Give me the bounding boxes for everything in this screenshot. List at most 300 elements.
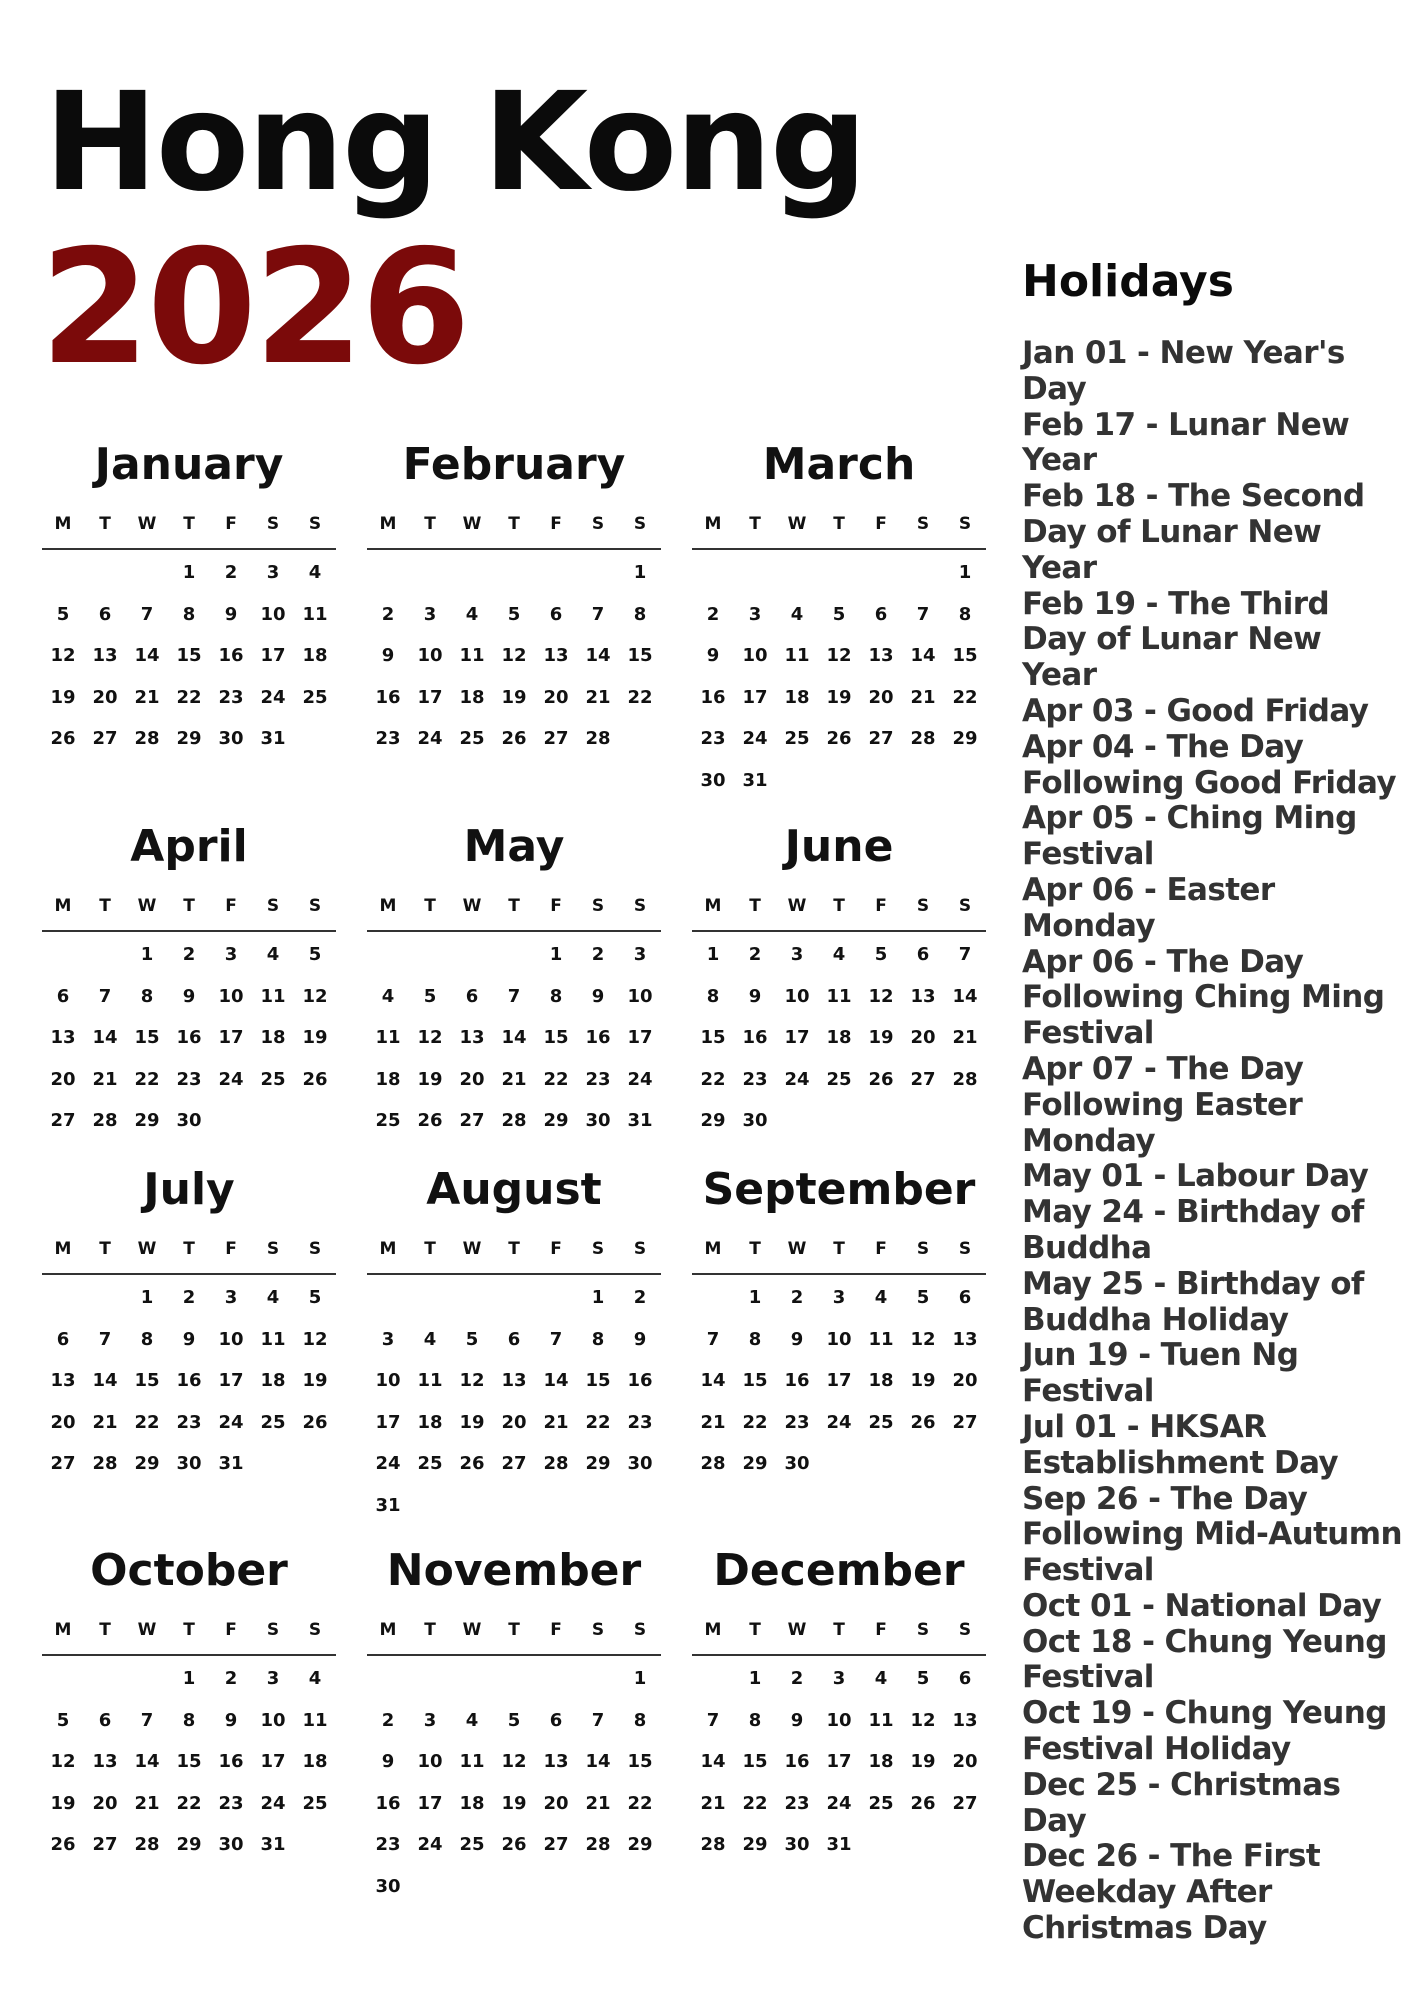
day-cell: 15 bbox=[700, 1027, 726, 1048]
day-cell: 1 bbox=[182, 562, 196, 583]
day-cell: 20 bbox=[952, 1751, 978, 1772]
weekday-label: M bbox=[704, 514, 722, 534]
weekday-label: W bbox=[787, 1239, 807, 1259]
day-cell: 2 bbox=[182, 944, 196, 965]
day-cell: 7 bbox=[140, 1709, 154, 1731]
day-cell: 5 bbox=[507, 603, 521, 625]
day-cell: 23 bbox=[218, 686, 244, 708]
empty-day-cell bbox=[42, 934, 84, 976]
empty-day-cell bbox=[367, 552, 409, 594]
weekday-label: S bbox=[266, 896, 280, 916]
day-cell: 4 bbox=[308, 1668, 322, 1689]
day-cell: 28 bbox=[92, 1110, 118, 1131]
day-cell: 6 bbox=[958, 1287, 972, 1308]
day-cell: 18 bbox=[375, 1068, 401, 1090]
holiday-item: Oct 19 - Chung Yeung Festival Holiday bbox=[1022, 1695, 1387, 1768]
day-cell: 22 bbox=[700, 1068, 726, 1090]
weekday-label: M bbox=[54, 1620, 72, 1640]
empty-day-cell bbox=[451, 934, 493, 976]
weekday-label: F bbox=[875, 896, 887, 916]
day-cell: 22 bbox=[742, 1411, 768, 1433]
day-cell: 26 bbox=[50, 1834, 76, 1855]
day-cell: 28 bbox=[501, 1110, 527, 1131]
day-cell: 25 bbox=[417, 1453, 443, 1474]
day-cell: 8 bbox=[748, 1328, 762, 1350]
day-cell: 29 bbox=[627, 1834, 653, 1855]
day-cell: 7 bbox=[140, 603, 154, 625]
weekday-label: T bbox=[833, 1620, 845, 1640]
day-cell: 13 bbox=[50, 1370, 76, 1391]
day-cell: 19 bbox=[417, 1068, 443, 1090]
weekday-label: T bbox=[749, 514, 761, 534]
day-cell: 1 bbox=[633, 562, 647, 583]
weekday-label: W bbox=[462, 1620, 482, 1640]
day-cell: 11 bbox=[459, 645, 485, 666]
day-cell: 6 bbox=[507, 1328, 521, 1350]
holiday-item: Apr 06 - The Day Following Ching Ming Festival bbox=[1022, 943, 1385, 1052]
holiday-item: Feb 19 - The Third Day of Lunar New Year bbox=[1022, 585, 1330, 694]
day-cell: 17 bbox=[826, 1751, 852, 1772]
day-cell: 12 bbox=[302, 1328, 328, 1350]
day-cell: 31 bbox=[375, 1494, 401, 1516]
day-cell: 10 bbox=[784, 985, 810, 1007]
holiday-list bbox=[1022, 336, 1402, 1947]
day-cell: 3 bbox=[633, 944, 647, 965]
day-cell: 4 bbox=[266, 1287, 280, 1308]
day-cell: 11 bbox=[826, 985, 852, 1007]
day-cell: 14 bbox=[700, 1751, 726, 1772]
day-cell: 5 bbox=[832, 603, 846, 625]
day-cell: 18 bbox=[417, 1411, 443, 1433]
day-cell: 18 bbox=[868, 1370, 894, 1391]
weekday-label: T bbox=[99, 514, 111, 534]
day-cell: 7 bbox=[591, 1709, 605, 1731]
day-cell: 8 bbox=[182, 603, 196, 625]
day-cell: 31 bbox=[260, 728, 286, 749]
day-cell: 27 bbox=[50, 1453, 76, 1474]
day-cell: 9 bbox=[633, 1328, 647, 1350]
day-cell: 24 bbox=[627, 1068, 653, 1090]
day-cell: 29 bbox=[952, 728, 978, 749]
day-cell: 29 bbox=[176, 728, 202, 749]
weekday-label: S bbox=[308, 896, 322, 916]
day-cell: 16 bbox=[375, 1792, 401, 1814]
day-cell: 20 bbox=[910, 1027, 936, 1048]
weekday-label: T bbox=[424, 1620, 436, 1640]
day-cell: 6 bbox=[549, 603, 563, 625]
weekday-label: T bbox=[749, 1620, 761, 1640]
day-cell: 4 bbox=[832, 944, 846, 965]
day-cell: 26 bbox=[302, 1411, 328, 1433]
day-cell: 9 bbox=[381, 645, 395, 666]
day-cell: 24 bbox=[218, 1068, 244, 1090]
day-cell: 24 bbox=[417, 1834, 443, 1855]
day-cell: 18 bbox=[302, 1751, 328, 1772]
empty-day-cell bbox=[493, 934, 535, 976]
holiday-item: Apr 04 - The Day Following Good Friday bbox=[1022, 728, 1396, 801]
month-name: August bbox=[426, 1164, 602, 1215]
holiday-item: Oct 01 - National Day bbox=[1022, 1587, 1382, 1624]
month-calendar-july bbox=[42, 1155, 336, 1485]
month-name: October bbox=[90, 1545, 288, 1596]
day-cell: 22 bbox=[176, 686, 202, 708]
day-cell: 12 bbox=[868, 985, 894, 1007]
empty-day-cell bbox=[818, 552, 860, 594]
day-cell: 26 bbox=[910, 1411, 936, 1433]
empty-day-cell bbox=[493, 552, 535, 594]
empty-day-cell bbox=[577, 1658, 619, 1700]
day-cell: 11 bbox=[302, 1709, 328, 1731]
day-cell: 17 bbox=[218, 1027, 244, 1048]
day-cell: 8 bbox=[748, 1709, 762, 1731]
day-cell: 13 bbox=[543, 1751, 569, 1772]
month-calendar-january bbox=[42, 430, 336, 760]
day-cell: 24 bbox=[417, 728, 443, 749]
day-cell: 16 bbox=[784, 1751, 810, 1772]
day-cell: 12 bbox=[826, 645, 852, 666]
day-cell: 1 bbox=[633, 1668, 647, 1689]
day-cell: 16 bbox=[627, 1370, 653, 1391]
weekday-label: S bbox=[308, 1239, 322, 1259]
empty-day-cell bbox=[451, 1277, 493, 1319]
day-cell: 14 bbox=[700, 1370, 726, 1391]
day-cell: 17 bbox=[627, 1027, 653, 1048]
day-cell: 21 bbox=[952, 1027, 978, 1048]
day-cell: 31 bbox=[260, 1834, 286, 1855]
day-cell: 8 bbox=[633, 603, 647, 625]
weekday-label: S bbox=[266, 514, 280, 534]
empty-day-cell bbox=[734, 552, 776, 594]
weekday-label: S bbox=[308, 514, 322, 534]
day-cell: 3 bbox=[832, 1668, 846, 1689]
day-grid bbox=[367, 932, 661, 1142]
day-cell: 14 bbox=[952, 985, 978, 1007]
day-cell: 3 bbox=[266, 1668, 280, 1689]
day-cell: 25 bbox=[868, 1792, 894, 1814]
day-cell: 15 bbox=[134, 1027, 160, 1048]
day-cell: 20 bbox=[92, 686, 118, 708]
day-cell: 12 bbox=[501, 645, 527, 666]
weekday-header-row bbox=[42, 1225, 336, 1275]
day-cell: 5 bbox=[916, 1287, 930, 1308]
day-cell: 27 bbox=[459, 1110, 485, 1131]
day-grid bbox=[692, 932, 986, 1142]
day-cell: 28 bbox=[585, 1834, 611, 1855]
day-cell: 11 bbox=[260, 1328, 286, 1350]
day-cell: 18 bbox=[459, 1792, 485, 1814]
day-cell: 1 bbox=[958, 562, 972, 583]
day-cell: 23 bbox=[218, 1792, 244, 1814]
weekday-label: T bbox=[749, 1239, 761, 1259]
day-cell: 23 bbox=[627, 1411, 653, 1433]
weekday-label: F bbox=[550, 514, 562, 534]
day-cell: 17 bbox=[260, 1751, 286, 1772]
empty-day-cell bbox=[577, 552, 619, 594]
day-cell: 22 bbox=[627, 686, 653, 708]
day-cell: 7 bbox=[549, 1328, 563, 1350]
empty-day-cell bbox=[902, 552, 944, 594]
day-grid bbox=[692, 1656, 986, 1866]
day-cell: 25 bbox=[868, 1411, 894, 1433]
weekday-label: W bbox=[462, 514, 482, 534]
day-cell: 20 bbox=[543, 1792, 569, 1814]
day-cell: 16 bbox=[375, 686, 401, 708]
day-cell: 25 bbox=[784, 728, 810, 749]
empty-day-cell bbox=[367, 934, 409, 976]
day-cell: 25 bbox=[260, 1068, 286, 1090]
day-cell: 20 bbox=[459, 1068, 485, 1090]
day-cell: 24 bbox=[218, 1411, 244, 1433]
day-cell: 27 bbox=[868, 728, 894, 749]
weekday-label: S bbox=[916, 1239, 930, 1259]
day-cell: 13 bbox=[501, 1370, 527, 1391]
day-cell: 13 bbox=[543, 645, 569, 666]
day-cell: 16 bbox=[585, 1027, 611, 1048]
day-cell: 2 bbox=[224, 1668, 238, 1689]
month-calendar-march bbox=[692, 430, 986, 801]
day-cell: 17 bbox=[218, 1370, 244, 1391]
day-cell: 1 bbox=[140, 1287, 154, 1308]
weekday-header-row bbox=[367, 500, 661, 550]
day-cell: 12 bbox=[501, 1751, 527, 1772]
day-cell: 18 bbox=[459, 686, 485, 708]
day-cell: 8 bbox=[140, 1328, 154, 1350]
empty-day-cell bbox=[535, 1277, 577, 1319]
day-cell: 27 bbox=[543, 728, 569, 749]
day-cell: 15 bbox=[585, 1370, 611, 1391]
day-cell: 2 bbox=[633, 1287, 647, 1308]
day-cell: 26 bbox=[50, 728, 76, 749]
day-cell: 14 bbox=[501, 1027, 527, 1048]
day-cell: 26 bbox=[826, 728, 852, 749]
day-cell: 21 bbox=[585, 1792, 611, 1814]
day-cell: 8 bbox=[633, 1709, 647, 1731]
day-cell: 3 bbox=[423, 603, 437, 625]
holiday-item: May 24 - Birthday of Buddha bbox=[1022, 1194, 1364, 1266]
weekday-label: S bbox=[958, 896, 972, 916]
day-grid bbox=[42, 1656, 336, 1866]
day-cell: 13 bbox=[910, 985, 936, 1007]
day-cell: 28 bbox=[700, 1834, 726, 1855]
day-cell: 26 bbox=[910, 1792, 936, 1814]
holiday-item: Apr 07 - The Day Following Easter Monday bbox=[1022, 1050, 1304, 1159]
weekday-label: W bbox=[787, 896, 807, 916]
weekday-header-row bbox=[367, 882, 661, 932]
day-cell: 7 bbox=[916, 603, 930, 625]
day-cell: 13 bbox=[952, 1328, 978, 1350]
weekday-label: M bbox=[54, 514, 72, 534]
day-cell: 9 bbox=[790, 1328, 804, 1350]
weekday-label: T bbox=[99, 896, 111, 916]
weekday-label: W bbox=[137, 514, 157, 534]
day-cell: 5 bbox=[423, 985, 437, 1007]
day-cell: 6 bbox=[958, 1668, 972, 1689]
day-cell: 4 bbox=[874, 1668, 888, 1689]
day-cell: 21 bbox=[543, 1411, 569, 1433]
day-cell: 18 bbox=[260, 1027, 286, 1048]
weekday-label: S bbox=[266, 1239, 280, 1259]
day-cell: 20 bbox=[868, 686, 894, 708]
day-cell: 12 bbox=[910, 1328, 936, 1350]
day-cell: 28 bbox=[700, 1453, 726, 1474]
day-cell: 20 bbox=[501, 1411, 527, 1433]
day-grid bbox=[367, 550, 661, 760]
day-cell: 1 bbox=[748, 1668, 762, 1689]
weekday-header-row bbox=[692, 500, 986, 550]
weekday-header-row bbox=[42, 1606, 336, 1656]
day-cell: 6 bbox=[465, 985, 479, 1007]
day-cell: 27 bbox=[92, 1834, 118, 1855]
weekday-label: S bbox=[958, 1620, 972, 1640]
weekday-label: S bbox=[633, 1239, 647, 1259]
day-cell: 27 bbox=[910, 1068, 936, 1090]
month-name: March bbox=[762, 439, 916, 490]
day-cell: 3 bbox=[224, 1287, 238, 1308]
day-cell: 24 bbox=[784, 1068, 810, 1090]
day-cell: 14 bbox=[134, 645, 160, 666]
day-cell: 30 bbox=[784, 1453, 810, 1474]
day-cell: 19 bbox=[302, 1370, 328, 1391]
day-cell: 28 bbox=[134, 1834, 160, 1855]
day-cell: 5 bbox=[56, 603, 70, 625]
day-cell: 22 bbox=[134, 1068, 160, 1090]
month-name: December bbox=[713, 1545, 965, 1596]
day-cell: 14 bbox=[910, 645, 936, 666]
day-cell: 10 bbox=[417, 645, 443, 666]
day-cell: 11 bbox=[784, 645, 810, 666]
day-cell: 13 bbox=[952, 1709, 978, 1731]
day-cell: 31 bbox=[742, 769, 768, 791]
day-cell: 24 bbox=[260, 686, 286, 708]
day-cell: 30 bbox=[218, 1834, 244, 1855]
day-cell: 30 bbox=[627, 1453, 653, 1474]
day-cell: 2 bbox=[706, 603, 720, 625]
day-cell: 30 bbox=[176, 1110, 202, 1131]
weekday-label: S bbox=[266, 1620, 280, 1640]
day-cell: 15 bbox=[742, 1751, 768, 1772]
day-cell: 7 bbox=[706, 1328, 720, 1350]
day-cell: 21 bbox=[910, 686, 936, 708]
month-name: January bbox=[94, 439, 284, 490]
day-cell: 27 bbox=[952, 1411, 978, 1433]
day-cell: 3 bbox=[790, 944, 804, 965]
day-grid bbox=[692, 1275, 986, 1485]
day-cell: 18 bbox=[260, 1370, 286, 1391]
weekday-label: T bbox=[424, 514, 436, 534]
weekday-label: F bbox=[225, 514, 237, 534]
day-cell: 20 bbox=[50, 1068, 76, 1090]
holiday-item: Feb 18 - The Second Day of Lunar New Year bbox=[1022, 478, 1365, 586]
day-cell: 23 bbox=[784, 1792, 810, 1814]
day-cell: 19 bbox=[910, 1751, 936, 1772]
empty-day-cell bbox=[409, 934, 451, 976]
day-cell: 25 bbox=[826, 1068, 852, 1090]
weekday-label: S bbox=[633, 514, 647, 534]
day-cell: 10 bbox=[375, 1370, 401, 1391]
weekday-label: S bbox=[916, 514, 930, 534]
day-cell: 15 bbox=[627, 1751, 653, 1772]
day-cell: 21 bbox=[501, 1068, 527, 1090]
weekday-label: W bbox=[462, 896, 482, 916]
day-cell: 11 bbox=[459, 1751, 485, 1772]
day-cell: 9 bbox=[182, 1328, 196, 1350]
day-cell: 4 bbox=[465, 603, 479, 625]
day-cell: 20 bbox=[50, 1411, 76, 1433]
empty-day-cell bbox=[84, 1277, 126, 1319]
weekday-label: M bbox=[54, 1239, 72, 1259]
day-cell: 20 bbox=[952, 1370, 978, 1391]
weekday-label: F bbox=[225, 1620, 237, 1640]
holiday-item: Jun 19 - Tuen Ng Festival bbox=[1022, 1337, 1299, 1410]
day-cell: 22 bbox=[543, 1068, 569, 1090]
day-cell: 12 bbox=[302, 985, 328, 1007]
day-cell: 18 bbox=[868, 1751, 894, 1772]
day-cell: 25 bbox=[459, 728, 485, 749]
day-cell: 13 bbox=[92, 1751, 118, 1772]
empty-day-cell bbox=[692, 1658, 734, 1700]
holiday-item: May 25 - Birthday of Buddha Holiday bbox=[1022, 1265, 1364, 1338]
day-cell: 11 bbox=[375, 1027, 401, 1048]
empty-day-cell bbox=[776, 552, 818, 594]
holiday-item: Dec 26 - The First Weekday After Christmas Day bbox=[1022, 1838, 1321, 1947]
day-cell: 24 bbox=[826, 1792, 852, 1814]
day-cell: 4 bbox=[266, 944, 280, 965]
weekday-label: F bbox=[875, 514, 887, 534]
weekday-label: F bbox=[550, 1239, 562, 1259]
day-cell: 26 bbox=[417, 1110, 443, 1131]
day-cell: 28 bbox=[952, 1068, 978, 1090]
weekday-label: S bbox=[591, 896, 605, 916]
day-cell: 17 bbox=[784, 1027, 810, 1048]
day-cell: 16 bbox=[700, 686, 726, 708]
weekday-label: T bbox=[508, 1239, 520, 1259]
day-cell: 17 bbox=[826, 1370, 852, 1391]
empty-day-cell bbox=[126, 1658, 168, 1700]
day-cell: 10 bbox=[742, 645, 768, 666]
day-cell: 4 bbox=[381, 985, 395, 1007]
weekday-label: M bbox=[379, 514, 397, 534]
day-cell: 11 bbox=[417, 1370, 443, 1391]
day-cell: 20 bbox=[92, 1792, 118, 1814]
day-cell: 19 bbox=[501, 1792, 527, 1814]
day-cell: 14 bbox=[92, 1027, 118, 1048]
weekday-label: T bbox=[424, 896, 436, 916]
day-cell: 27 bbox=[543, 1834, 569, 1855]
empty-day-cell bbox=[493, 1277, 535, 1319]
day-grid bbox=[367, 1656, 661, 1907]
day-cell: 2 bbox=[182, 1287, 196, 1308]
day-cell: 14 bbox=[585, 1751, 611, 1772]
holidays-title: Holidays bbox=[1022, 256, 1234, 307]
day-cell: 17 bbox=[417, 1792, 443, 1814]
day-grid bbox=[42, 1275, 336, 1485]
weekday-header-row bbox=[42, 882, 336, 932]
day-cell: 8 bbox=[182, 1709, 196, 1731]
weekday-label: W bbox=[137, 896, 157, 916]
weekday-label: T bbox=[183, 514, 195, 534]
day-cell: 10 bbox=[826, 1328, 852, 1350]
day-cell: 29 bbox=[176, 1834, 202, 1855]
day-cell: 18 bbox=[784, 686, 810, 708]
day-cell: 4 bbox=[874, 1287, 888, 1308]
weekday-label: F bbox=[875, 1239, 887, 1259]
day-cell: 26 bbox=[501, 1834, 527, 1855]
day-cell: 1 bbox=[748, 1287, 762, 1308]
empty-day-cell bbox=[409, 1277, 451, 1319]
day-cell: 14 bbox=[543, 1370, 569, 1391]
weekday-label: T bbox=[424, 1239, 436, 1259]
day-cell: 7 bbox=[98, 985, 112, 1007]
